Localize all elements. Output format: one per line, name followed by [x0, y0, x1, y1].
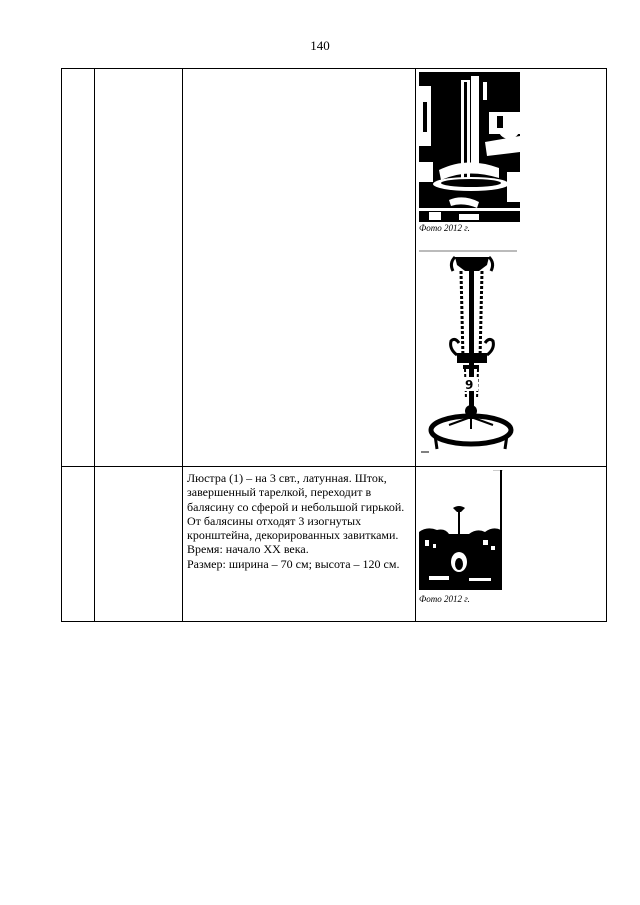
number-cell — [62, 467, 95, 622]
chandelier-photo — [419, 249, 517, 454]
table-row — [62, 467, 607, 622]
hall-photo — [419, 470, 503, 590]
catalog-table — [61, 68, 607, 622]
photo-caption: Фото 2012 г. — [419, 594, 470, 604]
description-cell — [183, 69, 416, 467]
description-time: Время: начало XX века. — [187, 542, 309, 557]
description-size: Размер: ширина – 70 см; высота – 120 см. — [187, 556, 400, 571]
description-paragraph: Люстра (1) – на 3 свт., латунная. Шток, завершенный тарелкой, переходит в балясину со сферой и небольшой гирькой. От балясины отходят 3 изогнутых кронштейна, декорированных завитками. — [187, 471, 405, 543]
svg-text:9: 9 — [465, 378, 474, 392]
name-cell — [95, 467, 183, 622]
photo-cell — [416, 69, 607, 467]
name-cell — [95, 69, 183, 467]
description-cell — [183, 467, 416, 622]
photo-cell — [416, 467, 607, 622]
interior-photo — [419, 72, 520, 222]
page-number: 140 — [310, 38, 330, 53]
photo-caption: Фото 2012 г. — [419, 223, 470, 233]
description-text — [183, 467, 415, 571]
number-cell — [62, 69, 95, 467]
table-row — [62, 69, 607, 467]
